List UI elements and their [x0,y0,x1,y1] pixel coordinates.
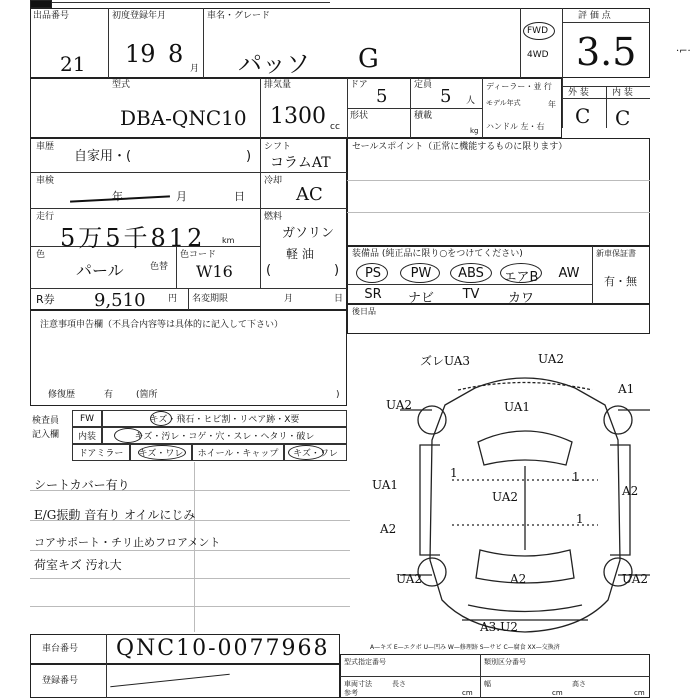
equip-sr: SR [364,287,382,302]
mark-16: 1 [576,512,584,526]
mileage-value: 5万5千812 [60,224,206,252]
grade-score-label: 評 価 点 [578,11,611,21]
circle-pw [400,263,440,283]
lot-label: 出品番号 [33,11,70,21]
capacity-label: 定員 [414,80,433,90]
interior-text: キズ・汚レ・コゲ・穴・スレ・ヘタリ・破レ [102,427,347,444]
repair-paren: ) [336,390,340,400]
width-unit: cm [552,689,563,697]
margin-mark: ·⌐· [676,46,691,57]
inspector-label-2: 記入欄 [32,430,60,440]
mark-5: A1 [618,382,635,396]
car-name-label: 車名・グレード [207,11,271,21]
first-reg-month: 8 [168,40,184,68]
sales-point-label: セールスポイント（正常に機能するものに限ります） [352,142,568,152]
circle-wheel [288,445,324,460]
wheel-head: ホイール・キャップ [192,444,284,461]
length-unit: cm [462,689,473,697]
top-strip-line [30,2,330,3]
wheel-text: キズ・ワレ [284,444,347,461]
capacity-unit: 人 [466,96,476,106]
type-number-label: 型式指定番号 [344,658,386,666]
circle-airbag [500,263,542,283]
int-value: C [615,106,631,130]
inspection-label: 車検 [36,176,55,186]
interior-head: 内装 [72,427,102,444]
inspection-year: 年 [112,190,123,203]
repair-place: (箇所 [136,390,158,400]
shape-label: 形状 [350,111,369,121]
repair-value: 有 [104,390,114,400]
mark-8: A2 [622,484,639,498]
fuel-label: 燃料 [264,212,283,222]
fuel-option: 軽 油 [286,247,314,261]
ext-label: 外 装 [568,88,589,98]
equip-aw: AW [558,266,580,281]
circle-abs [450,263,492,283]
first-reg-label: 初度登録年月 [112,11,167,21]
color-code-label: 色コード [180,250,217,260]
chassis-label: 車台番号 [42,644,79,654]
width-label: 幅 [484,680,491,688]
color-code-value: W16 [196,262,233,281]
note-1: シートカバー有り [34,478,130,492]
name-change-month: 月 [284,294,294,304]
color-value: パール [76,261,124,280]
circle-mirror [138,445,186,460]
mark-4: UA1 [504,400,531,414]
sales-point-panel [347,138,650,246]
mark-12: UA2 [622,572,649,586]
cooling-value: AC [296,184,323,205]
length-label: 長さ [392,680,406,688]
dimensions-label: 車両寸法 [344,680,372,688]
model-year-label: モデル年式 [486,99,521,107]
recycle-unit: 円 [168,294,178,304]
inspection-day: 日 [234,190,245,203]
mileage-unit: km [222,236,235,245]
capacity-value: 5 [440,86,452,107]
mark-10: UA2 [396,572,423,586]
disp-label: 排気量 [264,80,292,90]
mileage-label: 走行 [36,212,55,222]
model-year-unit: 年 [548,100,556,109]
mark-14: 1 [450,466,458,480]
month-unit: 月 [190,64,200,74]
inspection-month: 月 [176,190,187,203]
name-change-label: 名変期限 [192,294,229,304]
awd-label: 4WD [527,50,549,60]
dimensions-ref: 参考 [344,689,358,697]
equip-navi: ナビ [407,291,434,306]
lot-value: 21 [60,52,86,76]
fw-text: キズ・飛石・ヒビ割・リペア跡・X要 [102,410,347,427]
circle-chip [150,411,172,426]
first-reg-year: 19 [125,40,156,68]
inspector-label-1: 検査員 [32,416,60,426]
color-label: 色 [36,250,46,260]
ext-value: C [575,104,591,128]
mark-7: UA2 [492,490,519,504]
mirror-text: キズ・ワレ [130,444,192,461]
class-number-label: 類別区分番号 [484,658,526,666]
dealer-label: ディーラー・並 行 [486,82,552,91]
mark-6: UA1 [372,478,399,492]
load-unit: kg [470,127,479,135]
mark-3: UA2 [386,398,413,412]
equipment-label: 装備品 (純正品に限り○をつけてください) [352,249,523,259]
mirror-head: ドアミラー [72,444,130,461]
shift-label: シフト [264,142,292,152]
new-warranty-value: 有・無 [604,275,637,288]
usage-paren: ) [246,149,252,164]
fwd-label: FWD [527,26,549,36]
fuel-paren-open: ( [266,263,272,278]
door-label: ドア [350,80,368,90]
int-label: 内 装 [612,88,633,98]
mark-15: 1 [572,470,580,484]
repair-label: 修復歴 [48,390,76,400]
equip-tv: TV [462,287,480,302]
rear-items-label: 後日品 [352,307,376,316]
top-black-mark [30,0,52,8]
equip-leather: カワ [507,291,534,306]
fuel-paren-close: ) [334,263,340,278]
equip-pw: PW [410,266,432,281]
grade: G [358,44,379,74]
color-change-label: 色替 [150,262,169,272]
disp-value: 1300 [270,104,326,129]
shift-value: コラムAT [270,155,331,171]
note-4: 荷室キズ 汚れ大 [34,558,122,572]
recycle-value: 9,510 [94,290,146,311]
type-value: DBA-QNC10 [120,106,247,130]
note-3: コアサポート・チリ止めフロアメント [34,536,221,549]
registration-label: 登録番号 [42,676,79,686]
circle-ps [356,263,388,283]
handle-label: ハンドル 左・右 [486,122,545,131]
grade-score: 3.5 [576,30,637,74]
usage-label: 車歴 [36,142,55,152]
mark-1: ズレUA3 [420,354,471,368]
disp-unit: cc [330,122,340,132]
damage-legend: A—キズ E—エクボ U—凹み W—修理跡 S—サビ C—腐食 XX—交換済 [370,644,560,651]
height-label: 高さ [572,680,586,688]
note-2: E/G振動 音有り オイルにじみ [34,508,196,522]
new-warranty-label: 新車保証書 [596,249,636,258]
notes-label: 注意事項申告欄（不具合内容等は具体的に記入して下さい） [40,320,284,330]
mark-11: A2 [510,572,527,586]
mark-13: A3.U2 [480,620,518,634]
mark-9: A2 [380,522,397,536]
equip-ps: PS [364,266,382,281]
circle-stain [114,428,142,443]
load-label: 積載 [414,111,433,121]
height-unit: cm [634,689,645,697]
fw-head: FW [72,410,102,427]
fuel-value: ガソリン [282,226,335,241]
usage-value: 自家用・( [74,149,132,164]
car-name: パッソ [238,50,310,78]
equip-abs: ABS [458,266,484,281]
name-change-day: 日 [334,294,344,304]
cooling-label: 冷却 [264,176,283,186]
equip-airbag: エアB [503,270,539,285]
type-label: 型式 [112,80,131,90]
mark-2: UA2 [538,352,565,366]
rear-items [347,304,650,334]
recycle-label: R券 [36,293,55,306]
chassis-value: QNC10-0077968 [116,636,330,661]
door-value: 5 [376,86,388,107]
